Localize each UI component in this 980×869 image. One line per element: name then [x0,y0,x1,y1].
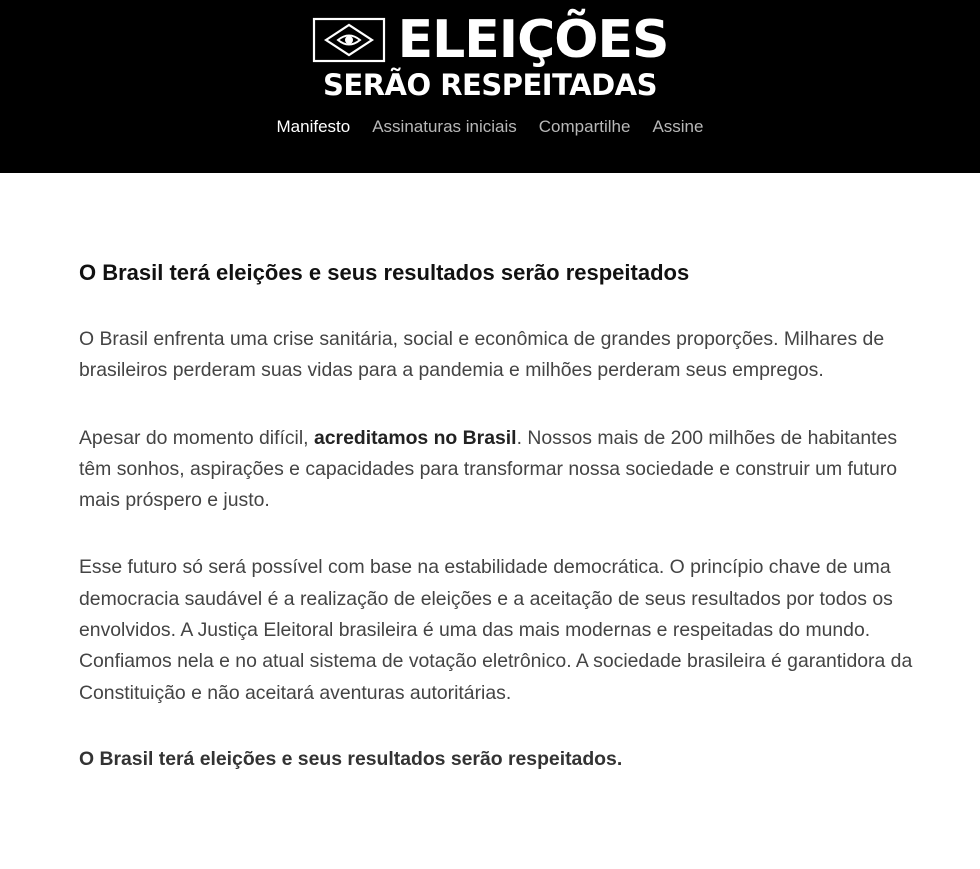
site-logo[interactable] [0,10,980,102]
nav-assine[interactable]: Assine [652,117,704,136]
nav-assinaturas-iniciais[interactable]: Assinaturas iniciais [372,117,517,136]
logo-row [312,10,669,70]
manifesto-heading: O Brasil terá eleições e seus resultados serão respeitados [79,260,690,285]
paragraph-2-emphasis: acreditamos no Brasil [313,426,517,449]
logo-subtitle: SERÃO RESPEITADAS [323,68,657,102]
paragraph-1: O Brasil enfrenta uma crise sanitária, social e econômica de grandes proporções. Milhares de brasileiros perderam suas vidas para a pandemia e milhões perderam seus empregos. [79,328,885,382]
paragraph-2-end: . Nossos mais de 200 milhões de habitantes têm sonhos, aspirações e capacidades para transformar nossa sociedade e construir um futuro mais próspero e justo. [79,426,898,512]
manifesto-content [79,258,929,775]
site-header [0,0,980,173]
paragraph-3: Esse futuro só será possível com base na estabilidade democrática. O princípio chave de uma democracia saudável é a realização de eleições e a aceitação de seus resultados por todos os envolvidos. A Justiça Eleitoral brasileira é uma das mais modernas e respeitadas do mundo. Confiamos nela e no atual sistema de votação eletrônico. A sociedade brasileira é garantidora da Constituição e não aceitará aventuras autoritárias. [79,556,913,704]
main-nav [0,117,980,137]
nav-manifesto[interactable]: Manifesto [276,117,351,136]
closing-statement: O Brasil terá eleições e seus resultados serão respeitados. [79,747,623,770]
paragraph-2 [79,423,929,517]
paragraph-2-start: Apesar do momento difícil, [79,426,314,449]
ballot-eye-icon [312,17,386,63]
nav-compartilhe[interactable]: Compartilhe [538,117,631,136]
logo-title: ELEIÇÕES [397,10,669,70]
